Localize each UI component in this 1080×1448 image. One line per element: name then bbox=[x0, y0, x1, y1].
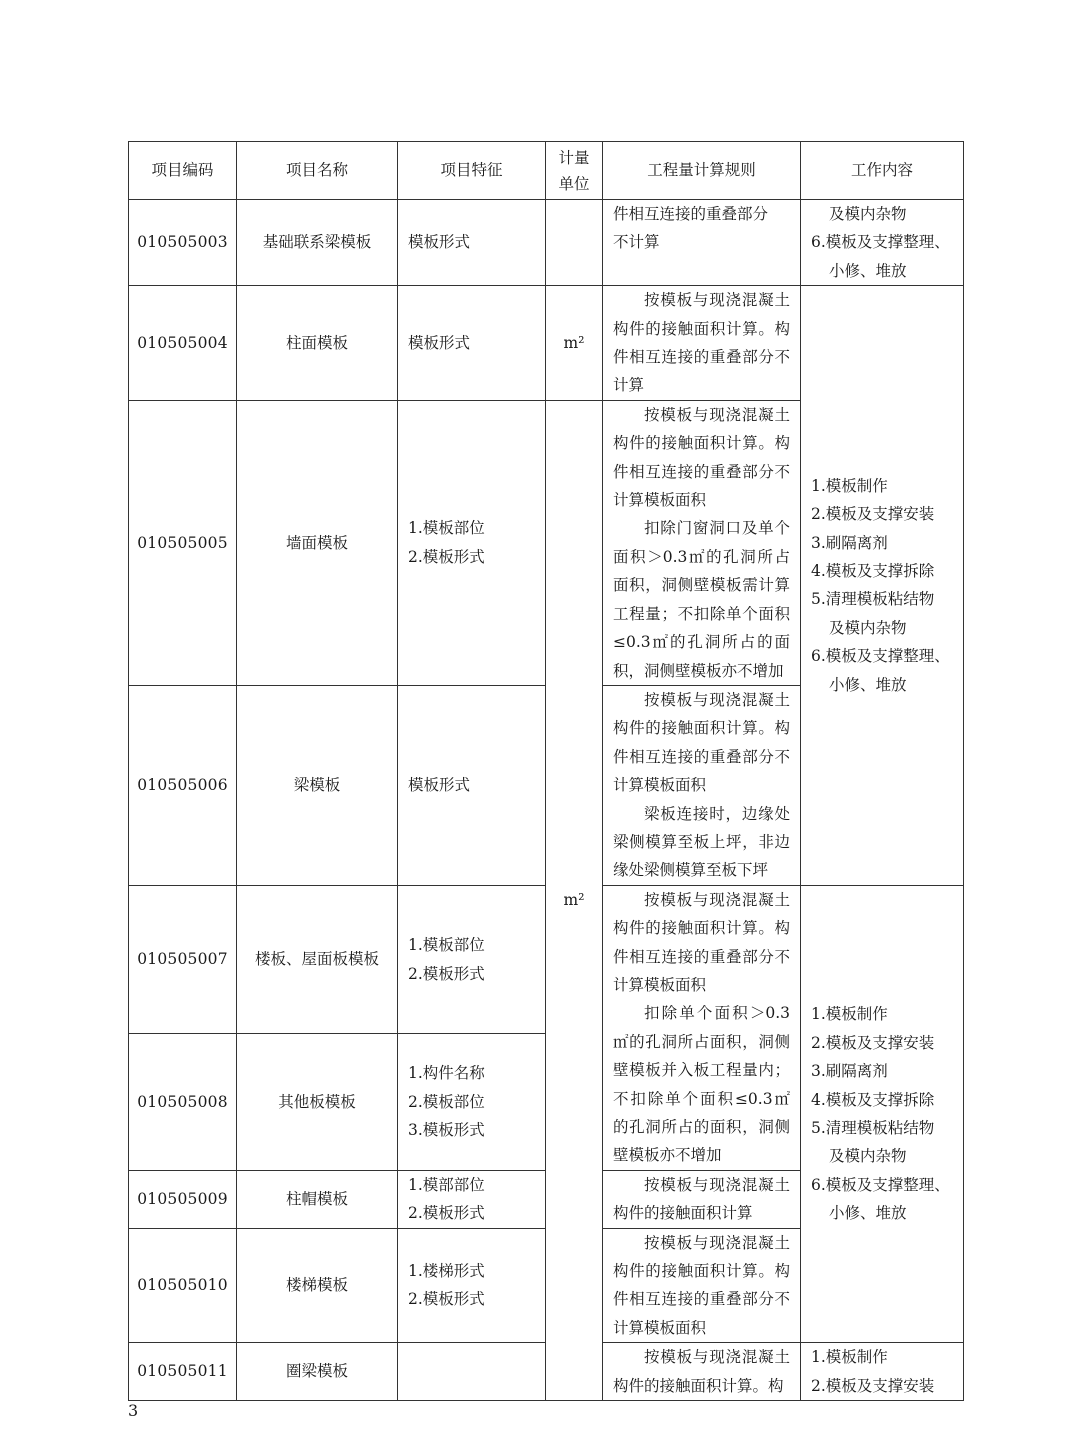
work-line: 3.刷隔离剂 bbox=[811, 1062, 888, 1081]
item-name: 圈梁模板 bbox=[237, 1343, 398, 1401]
rule-text: 按模板与现浇混凝土构件的接触面积计算。构件相互连接的重叠部分不计算模板面积 bbox=[613, 405, 790, 510]
feature-line: 2.模板形式 bbox=[408, 1204, 485, 1223]
rule-text: 按模板与现浇混凝土构件的接触面积计算。构 bbox=[613, 1348, 790, 1395]
work-line: 5.清理模板粘结物 bbox=[811, 590, 935, 609]
header-work: 工作内容 bbox=[801, 142, 964, 200]
item-name: 梁模板 bbox=[237, 685, 398, 885]
item-features bbox=[398, 685, 546, 885]
item-features bbox=[398, 1343, 546, 1401]
rule-text: 按模板与现浇混凝土构件的接触面积计算 bbox=[613, 1175, 790, 1223]
feature-line: 1.构件名称 bbox=[408, 1064, 485, 1083]
feature-line: 1.模部部位 bbox=[408, 1175, 485, 1194]
item-name: 墙面模板 bbox=[237, 400, 398, 685]
item-features bbox=[398, 1034, 546, 1171]
feature-line: 2.模板部位 bbox=[408, 1092, 485, 1111]
rule-line: 件相互连接的重叠部分 bbox=[613, 205, 769, 223]
table-row bbox=[129, 286, 964, 401]
item-rule bbox=[603, 1170, 801, 1228]
rule-text: 扣除单个面积＞0.3㎡的孔洞所占面积，洞侧壁模板并入板工程量内；不扣除单个面积≤0.3㎡的孔洞所占的面积，洞侧壁模板亦不增加 bbox=[613, 1004, 790, 1165]
feature-line: 1.楼梯形式 bbox=[408, 1262, 485, 1281]
work-line: 小修、堆放 bbox=[829, 1204, 907, 1223]
item-rule bbox=[603, 200, 801, 286]
item-features bbox=[398, 1170, 546, 1228]
item-name: 基础联系梁模板 bbox=[237, 200, 398, 286]
work-line: 1.模板制作 bbox=[811, 1348, 888, 1367]
item-features bbox=[398, 200, 546, 286]
work-line: 小修、堆放 bbox=[829, 675, 907, 694]
work-line: 6.模板及支撑整理、 bbox=[811, 233, 950, 252]
feature-line: 模板形式 bbox=[408, 333, 471, 352]
rule-text: 梁板连接时，边缘处梁侧模算至板上坪，非边缘处梁侧模算至板下坪 bbox=[613, 804, 790, 880]
work-line: 4.模板及支撑拆除 bbox=[811, 562, 935, 581]
item-unit bbox=[546, 200, 603, 286]
header-unit bbox=[546, 142, 603, 200]
item-name: 柱面模板 bbox=[237, 286, 398, 401]
item-rule bbox=[603, 885, 801, 1170]
item-features bbox=[398, 286, 546, 401]
work-line: 3.刷隔离剂 bbox=[811, 533, 888, 552]
header-unit-line1: 计量 bbox=[558, 148, 590, 167]
rule-text: 按模板与现浇混凝土构件的接触面积计算。构件相互连接的重叠部分不计算 bbox=[613, 291, 790, 395]
item-features bbox=[398, 885, 546, 1034]
rule-line: 不计算 bbox=[613, 233, 660, 252]
item-code: 010505009 bbox=[129, 1170, 237, 1228]
work-line: 及模内杂物 bbox=[829, 1147, 907, 1166]
item-features bbox=[398, 400, 546, 685]
work-line: 1.模板制作 bbox=[811, 476, 888, 495]
work-line: 及模内杂物 bbox=[829, 618, 907, 637]
feature-line: 3.模板形式 bbox=[408, 1121, 485, 1140]
specification-table bbox=[128, 141, 964, 1401]
page-number: 3 bbox=[128, 1401, 139, 1420]
work-line: 2.模板及支撑安装 bbox=[811, 505, 935, 524]
item-name: 楼板、屋面板模板 bbox=[237, 885, 398, 1034]
work-line: 及模内杂物 bbox=[829, 205, 907, 223]
item-work bbox=[801, 286, 964, 886]
feature-line: 2.模板形式 bbox=[408, 964, 485, 983]
item-work bbox=[801, 1343, 964, 1401]
header-feature: 项目特征 bbox=[398, 142, 546, 200]
header-name: 项目名称 bbox=[237, 142, 398, 200]
item-rule bbox=[603, 400, 801, 685]
item-unit: m² bbox=[546, 400, 603, 1400]
item-code: 010505008 bbox=[129, 1034, 237, 1171]
rule-text: 扣除门窗洞口及单个面积＞0.3㎡的孔洞所占面积，洞侧壁模板需计算工程量；不扣除单个面积≤0.3㎡的孔洞所占的面积，洞侧壁模板亦不增加 bbox=[613, 519, 790, 680]
header-unit-line2: 单位 bbox=[558, 174, 590, 193]
item-name: 楼梯模板 bbox=[237, 1228, 398, 1343]
feature-line: 2.模板形式 bbox=[408, 547, 485, 566]
item-rule bbox=[603, 685, 801, 885]
feature-line: 1.模板部位 bbox=[408, 519, 485, 538]
feature-line: 模板形式 bbox=[408, 776, 471, 795]
item-code: 010505006 bbox=[129, 685, 237, 885]
rule-text: 按模板与现浇混凝土构件的接触面积计算。构件相互连接的重叠部分不计算模板面积 bbox=[613, 1233, 790, 1337]
table-header-row bbox=[129, 142, 964, 200]
item-code: 010505011 bbox=[129, 1343, 237, 1401]
feature-line: 2.模板形式 bbox=[408, 1290, 485, 1309]
item-code: 010505003 bbox=[129, 200, 237, 286]
item-name: 其他板模板 bbox=[237, 1034, 398, 1171]
item-work bbox=[801, 200, 964, 286]
work-line: 6.模板及支撑整理、 bbox=[811, 1175, 950, 1194]
header-code: 项目编码 bbox=[129, 142, 237, 200]
item-name: 柱帽模板 bbox=[237, 1170, 398, 1228]
item-code: 010505005 bbox=[129, 400, 237, 685]
item-rule bbox=[603, 1228, 801, 1343]
work-line: 5.清理模板粘结物 bbox=[811, 1119, 935, 1137]
rule-text: 按模板与现浇混凝土构件的接触面积计算。构件相互连接的重叠部分不计算模板面积 bbox=[613, 690, 790, 795]
feature-line: 模板形式 bbox=[408, 233, 471, 252]
header-rule: 工程量计算规则 bbox=[603, 142, 801, 200]
work-line: 2.模板及支撑安装 bbox=[811, 1033, 935, 1052]
work-line: 1.模板制作 bbox=[811, 1005, 888, 1024]
item-rule bbox=[603, 286, 801, 401]
work-line: 4.模板及支撑拆除 bbox=[811, 1090, 935, 1109]
item-rule bbox=[603, 1343, 801, 1401]
work-line: 小修、堆放 bbox=[829, 261, 907, 280]
feature-line: 1.模板部位 bbox=[408, 936, 485, 955]
item-work bbox=[801, 885, 964, 1343]
table-row bbox=[129, 200, 964, 286]
item-code: 010505004 bbox=[129, 286, 237, 401]
work-line: 6.模板及支撑整理、 bbox=[811, 647, 950, 666]
work-line: 2.模板及支撑安装 bbox=[811, 1376, 935, 1395]
rule-text: 按模板与现浇混凝土构件的接触面积计算。构件相互连接的重叠部分不计算模板面积 bbox=[613, 890, 790, 994]
item-unit: m² bbox=[546, 286, 603, 401]
item-features bbox=[398, 1228, 546, 1343]
item-code: 010505007 bbox=[129, 885, 237, 1034]
item-code: 010505010 bbox=[129, 1228, 237, 1343]
